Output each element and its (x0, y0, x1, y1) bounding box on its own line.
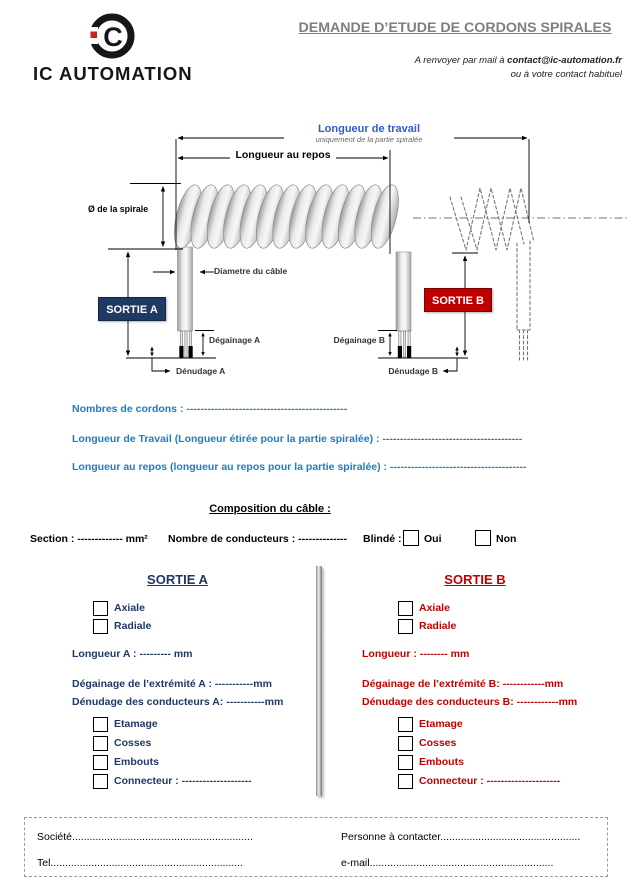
field-nombres-de-cordons: Nombres de cordons : ---------------------------------------------- (72, 403, 348, 415)
field-sortie-a-degainage: Dégainage de l’extrémité A : -----------mm (72, 678, 272, 690)
checkbox-sortie-b-etamage[interactable] (398, 717, 413, 732)
field-sortie-b-longueur: Longueur : -------- mm (362, 648, 470, 660)
spiral-cord-diagram (70, 120, 630, 410)
checkbox-sortie-a-embouts[interactable] (93, 755, 108, 770)
checkbox-sortie-b-radiale[interactable] (398, 619, 413, 634)
sortie-a-tag: SORTIE A (98, 297, 166, 321)
checkbox-sortie-b-embouts[interactable] (398, 755, 413, 770)
checkbox-sortie-b-axiale[interactable] (398, 601, 413, 616)
checkbox-blinde-non[interactable] (475, 530, 491, 546)
label-diametre-spirale: Ø de la spirale (88, 204, 149, 214)
brand-name: IC AUTOMATION (33, 63, 193, 84)
coil (169, 182, 404, 251)
field-sortie-b-degainage: Dégainage de l’extrémité B: ------------mm (362, 678, 564, 690)
checkbox-sortie-a-etamage[interactable] (93, 717, 108, 732)
label-blinde-oui: Oui (424, 533, 442, 545)
checkbox-sortie-b-cosses[interactable] (398, 736, 413, 751)
field-tel: Tel.................................................................. (37, 857, 243, 869)
label-longueur-de-travail: Longueur de travail (279, 123, 459, 135)
label-sortie-b-cosses: Cosses (419, 737, 457, 749)
label-degainage-b: Dégainage B (333, 335, 385, 345)
checkbox-sortie-a-axiale[interactable] (93, 601, 108, 616)
checkbox-sortie-b-connecteur[interactable] (398, 774, 413, 789)
mail-note (300, 54, 622, 82)
mail-note-line2: ou à votre contact habituel (510, 69, 622, 80)
contact-email: contact@ic-automation.fr (507, 55, 622, 66)
label-denudage-b: Dénudage B (388, 366, 438, 376)
composition-blinde-label: Blindé : (363, 533, 402, 545)
field-societe: Société.............................................................. (37, 831, 253, 843)
field-sortie-b-denudage: Dénudage des conducteurs B: ------------mm (362, 696, 578, 708)
field-longueur-au-repos: Longueur au repos (longueur au repos pour la partie spiralée) : --------------------------------------- (72, 461, 527, 473)
label-sortie-a-cosses: Cosses (114, 737, 152, 749)
label-denudage-a: Dénudage A (176, 366, 226, 376)
cable-leg-b (396, 252, 411, 358)
label-sortie-b-radiale: Radiale (419, 620, 457, 632)
contact-box (24, 817, 608, 877)
composition-section: Section : ------------- mm² (30, 533, 148, 545)
page-title: DEMANDE D’ETUDE DE CORDONS SPIRALES (298, 20, 612, 36)
label-longueur-travail-note: uniquement de la partie spiralée (284, 135, 454, 144)
checkbox-sortie-a-radiale[interactable] (93, 619, 108, 634)
label-sortie-b-embouts: Embouts (419, 756, 464, 768)
label-sortie-a-axiale: Axiale (114, 602, 145, 614)
field-sortie-a-longueur: Longueur A : --------- mm (72, 648, 193, 660)
label-degainage-a: Dégainage A (209, 335, 261, 345)
field-longueur-de-travail: Longueur de Travail (Longueur étirée pour la partie spiralée) : ---------------------------------------- (72, 433, 523, 445)
composition-heading: Composition du câble : (209, 503, 331, 515)
label-sortie-b-connecteur: Connecteur : --------------------- (419, 775, 561, 787)
mail-note-prefix: A renvoyer par mail à (414, 55, 508, 66)
checkbox-blinde-oui[interactable] (403, 530, 419, 546)
field-personne-a-contacter: Personne à contacter................................................ (341, 831, 581, 843)
label-sortie-b-etamage: Etamage (419, 718, 463, 730)
label-longueur-au-repos: Longueur au repos (230, 149, 336, 161)
cable-leg-a (178, 247, 193, 358)
field-email: e-mail............................................................... (341, 857, 554, 869)
company-logo-icon (84, 10, 140, 62)
field-sortie-a-denudage: Dénudage des conducteurs A: -----------mm (72, 696, 284, 708)
label-sortie-a-embouts: Embouts (114, 756, 159, 768)
label-sortie-a-etamage: Etamage (114, 718, 158, 730)
label-diametre-cable: Diametre du câble (214, 266, 288, 276)
checkbox-sortie-a-connecteur[interactable] (93, 774, 108, 789)
column-divider (316, 566, 322, 796)
label-sortie-b-axiale: Axiale (419, 602, 450, 614)
sortie-a-title: SORTIE A (147, 572, 208, 587)
sortie-b-tag: SORTIE B (424, 288, 492, 312)
checkbox-sortie-a-cosses[interactable] (93, 736, 108, 751)
svg-text:C: C (103, 22, 123, 52)
label-blinde-non: Non (496, 533, 517, 545)
composition-conducteurs: Nombre de conducteurs : -------------- (168, 533, 348, 545)
label-sortie-a-connecteur: Connecteur : -------------------- (114, 775, 252, 787)
label-sortie-a-radiale: Radiale (114, 620, 152, 632)
sortie-b-title: SORTIE B (444, 572, 506, 587)
stretched-coil-dashed (450, 188, 534, 360)
